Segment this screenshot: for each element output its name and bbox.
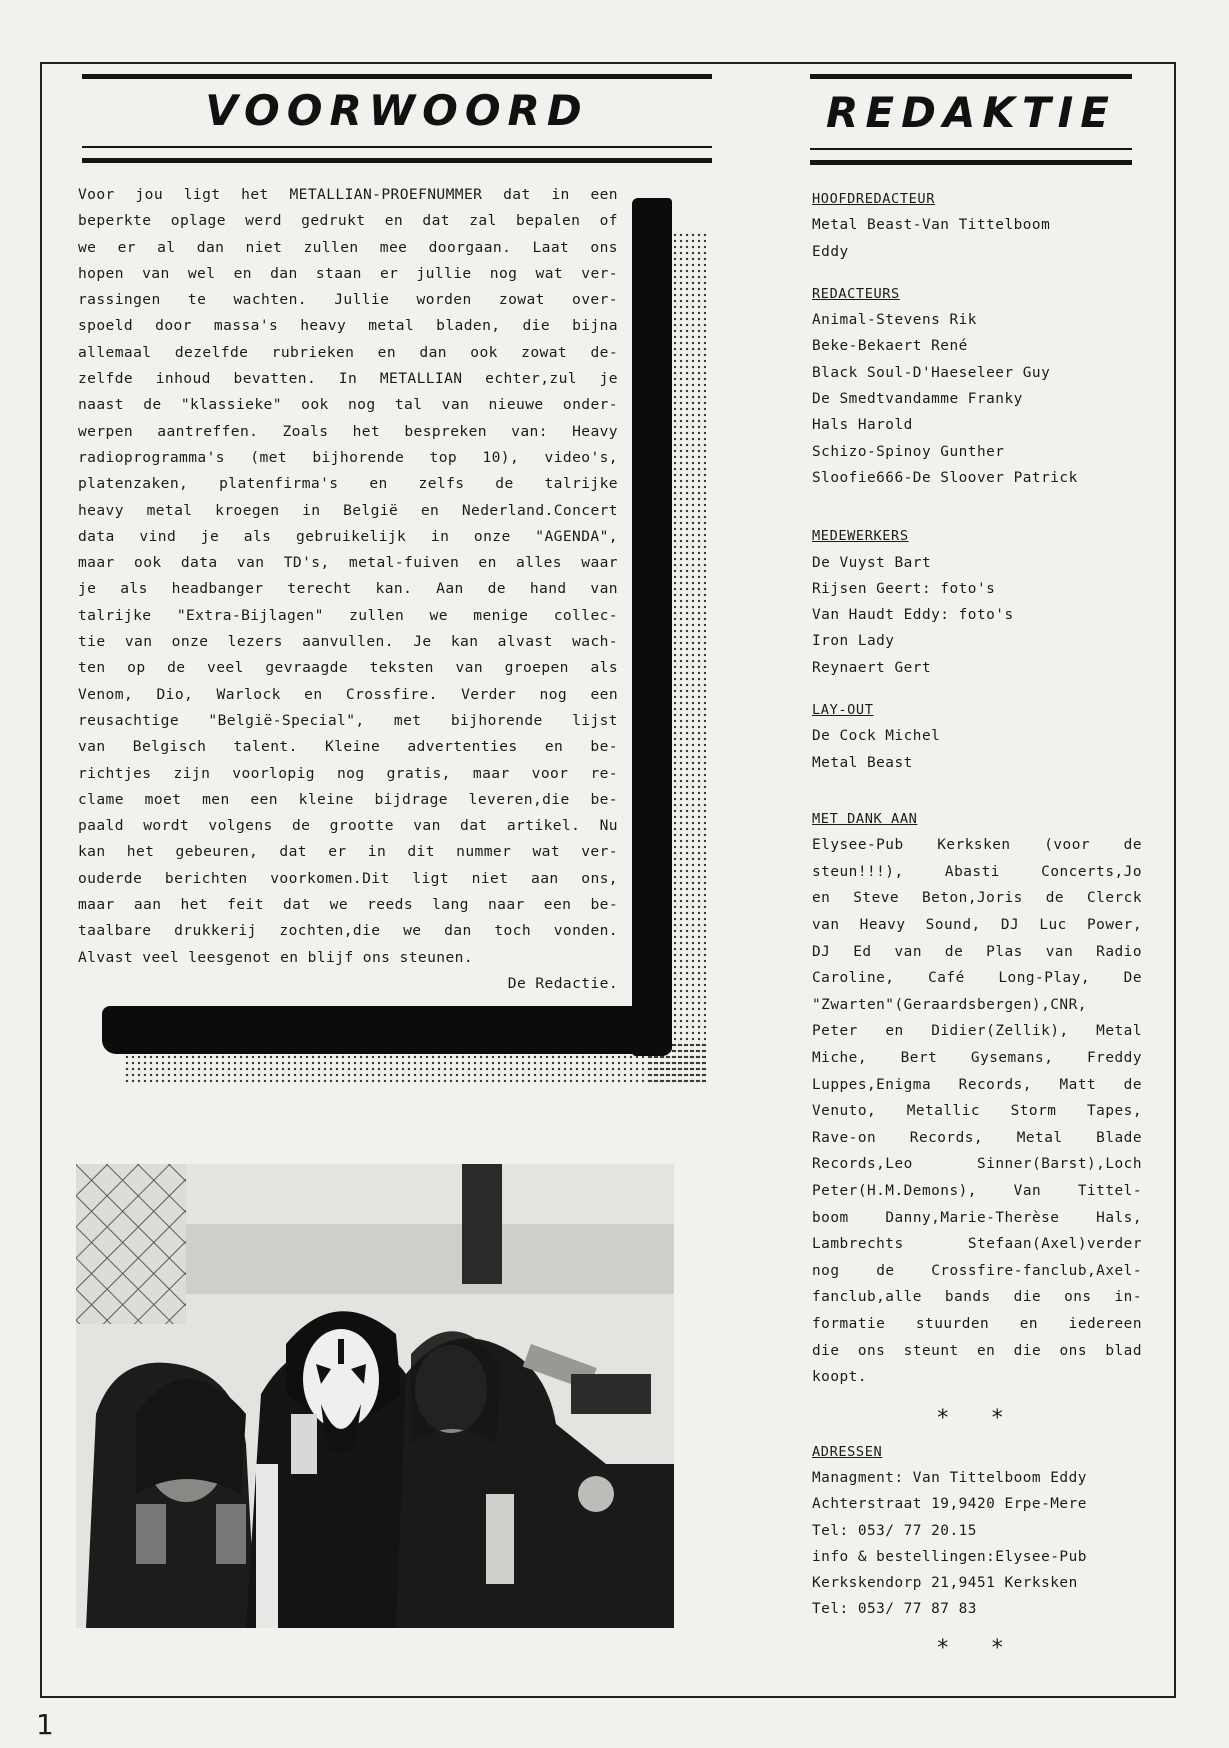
staff-name: Rijsen Geert: foto's — [812, 580, 996, 597]
thanks-text — [812, 832, 1142, 1390]
thanks-line: Lambrechts Stefaan(Axel)verder — [812, 1236, 1142, 1253]
staff-name: Metal Beast-Van Tittelboom — [812, 217, 1051, 234]
thanks-line: DJ Ed van de Plas van Radio — [812, 943, 1142, 960]
thanks-line: Miche, Bert Gysemans, Freddy — [812, 1049, 1142, 1066]
heading-thanks: MET DANK AAN — [812, 810, 918, 827]
thanks-line: Luppes,Enigma Records, Matt de — [812, 1076, 1142, 1093]
staff-name: Eddy — [812, 243, 849, 260]
foreword-line: beperkte oplage werd gedrukt en dat zal bepalen of — [78, 212, 618, 230]
foreword-line: reusachtige "België-Special", met bijhorende lijst — [78, 711, 618, 729]
staff-name: De Cock Michel — [812, 728, 941, 745]
foreword-line: taalbare drukkerij zochten,die we dan toch vonden. — [78, 922, 618, 940]
staff-name: Hals Harold — [812, 417, 913, 434]
address-line: Kerkskendorp 21,9451 Kerksken — [812, 1575, 1078, 1592]
foreword-line: maar ook data van TD's, metal-fuiven en alles waar — [78, 554, 618, 572]
thanks-line: Rave-on Records, Metal Blade — [812, 1129, 1142, 1146]
foreword-line: clame moet men een kleine bijdrage leveren,die be- — [78, 790, 618, 808]
foreword-line: ten op de veel gevraagde teksten van groepen als — [78, 659, 618, 677]
staff-name: Beke-Bekaert René — [812, 338, 968, 355]
foreword-line: Venom, Dio, Warlock en Crossfire. Verder nog een — [78, 685, 618, 703]
staff-name: Van Haudt Eddy: foto's — [812, 607, 1014, 624]
address-line: Tel: 053/ 77 87 83 — [812, 1601, 977, 1618]
foreword-line: Voor jou ligt het METALLIAN-PROEFNUMMER dat in een — [78, 186, 618, 203]
staff-name: De Vuyst Bart — [812, 554, 932, 571]
heading-layout: LAY-OUT — [812, 702, 874, 719]
thanks-line: die ons steunt en die ons blad — [812, 1342, 1142, 1359]
foreword-line: hopen van wel en dan staan er jullie nog wat ver- — [78, 264, 618, 282]
address-line: Tel: 053/ 77 20.15 — [812, 1522, 977, 1539]
thanks-line: boom Danny,Marie-Therèse Hals, — [812, 1209, 1142, 1226]
foreword-line: talrijke "Extra-Bijlagen" zullen we menige collec- — [78, 606, 618, 624]
thanks-line: steun!!!), Abasti Concerts,Jo — [812, 863, 1142, 880]
thanks-line: "Zwarten"(Geraardsbergen),CNR, — [812, 996, 1087, 1013]
editors-list — [812, 307, 1142, 491]
foreword-line: van Belgisch talent. Kleine advertenties en be- — [78, 738, 618, 756]
foreword-line: data vind je als gebruikelijk in onze "AGENDA", — [78, 527, 618, 545]
foreword-line: heavy metal kroegen in België en Nederland.Concert — [78, 501, 618, 519]
staff-name: Iron Lady — [812, 633, 895, 650]
staff-name: De Smedtvandamme Franky — [812, 391, 1023, 408]
heading-editor-in-chief: HOOFDREDACTEUR — [812, 191, 935, 207]
foreword-line: kan het gebeuren, dat er in dit nummer wat ver- — [78, 843, 618, 861]
band-photo — [76, 1164, 674, 1628]
thanks-line: nog de Crossfire-fanclub,Axel- — [812, 1262, 1142, 1279]
foreword-line: zelfde inhoud bevatten. In METALLIAN echter,zul je — [78, 370, 618, 388]
staff-name: Metal Beast — [812, 754, 913, 771]
page-number: 1 — [36, 1708, 54, 1741]
staff-title: REDAKTIE — [826, 88, 1116, 137]
thanks-line: formatie stuurden en iedereen — [812, 1315, 1142, 1332]
foreword-line: allemaal dezelfde rubrieken en dan ook zowat de- — [78, 343, 618, 361]
staff-name: Black Soul-D'Haeseleer Guy — [812, 364, 1051, 381]
thanks-line: koopt. — [812, 1369, 867, 1386]
foreword-line: platenzaken, platenfirma's en zelfs de talrijke — [78, 475, 618, 493]
editor-in-chief-list — [812, 212, 1142, 265]
layout-list — [812, 723, 1142, 776]
foreword-line: ouderde berichten voorkomen.Dit ligt niet aan ons, — [78, 869, 618, 887]
foreword-line: spoeld door massa's heavy metal bladen, die bijna — [78, 317, 618, 335]
foreword-text — [70, 176, 630, 1006]
end-stars: * * — [936, 1635, 1018, 1661]
thanks-line: Venuto, Metallic Storm Tapes, — [812, 1103, 1142, 1120]
foreword-line: we er al dan niet zullen mee doorgaan. Laat ons — [78, 238, 618, 256]
heading-contributors: MEDEWERKERS — [812, 528, 909, 545]
foreword-line: je als headbanger terecht kan. Aan de hand van — [78, 580, 618, 598]
contributors-list — [812, 550, 1142, 681]
staff-name: Animal-Stevens Rik — [812, 312, 977, 329]
address-line: info & bestellingen:Elysee-Pub — [812, 1548, 1087, 1565]
staff-column — [812, 176, 1142, 1669]
separator-stars: * * — [936, 1405, 1018, 1431]
thanks-line: Caroline, Café Long-Play, De — [812, 970, 1142, 987]
foreword-line: werpen aantreffen. Zoals het bespreken van: Heavy — [78, 422, 618, 440]
thanks-line: fanclub,alle bands die ons in- — [812, 1289, 1142, 1306]
black-border-bottom — [102, 1006, 672, 1054]
foreword-line: tie van onze lezers aanvullen. Je kan alvast wach- — [78, 633, 618, 651]
foreword-line: Alvast veel leesgenot en blijf ons steunen. — [78, 948, 474, 966]
foreword-line: richtjes zijn voorlopig nog gratis, maar voor re- — [78, 764, 618, 782]
band-photo-image — [76, 1164, 674, 1628]
foreword-line: paald wordt volgens de grootte van dat artikel. Nu — [78, 817, 618, 835]
staff-name: Reynaert Gert — [812, 659, 932, 676]
foreword-line: naast de "klassieke" ook nog tal van nieuwe onder- — [78, 396, 618, 414]
thanks-line: van Heavy Sound, DJ Luc Power, — [812, 917, 1142, 934]
thanks-line: Peter(H.M.Demons), Van Tittel- — [812, 1182, 1142, 1199]
heading-addresses: ADRESSEN — [812, 1443, 883, 1460]
foreword-line: radioprogramma's (met bijhorende top 10), video's, — [78, 448, 618, 466]
heading-editors: REDACTEURS — [812, 285, 900, 302]
foreword-line: maar aan het feit dat we reeds lang naar een be- — [78, 896, 618, 914]
address-line: Managment: Van Tittelboom Eddy — [812, 1470, 1087, 1486]
thanks-line: Peter en Didier(Zellik), Metal — [812, 1023, 1142, 1040]
staff-name: Schizo-Spinoy Gunther — [812, 443, 1005, 460]
foreword-line: rassingen te wachten. Jullie worden zowat over- — [78, 291, 618, 309]
foreword-body — [78, 182, 618, 997]
addresses-list — [812, 1465, 1142, 1623]
thanks-line: Elysee-Pub Kerksken (voor de — [812, 837, 1142, 854]
address-line: Achterstraat 19,9420 Erpe-Mere — [812, 1496, 1087, 1513]
staff-name: Sloofie666-De Sloover Patrick — [812, 469, 1078, 486]
foreword-signature: De Redactie. — [507, 974, 618, 992]
thanks-line: en Steve Beton,Joris de Clerck — [812, 890, 1142, 907]
black-border-right — [632, 198, 672, 1056]
foreword-title: VOORWOORD — [205, 86, 589, 135]
thanks-line: Records,Leo Sinner(Barst),Loch — [812, 1156, 1142, 1173]
